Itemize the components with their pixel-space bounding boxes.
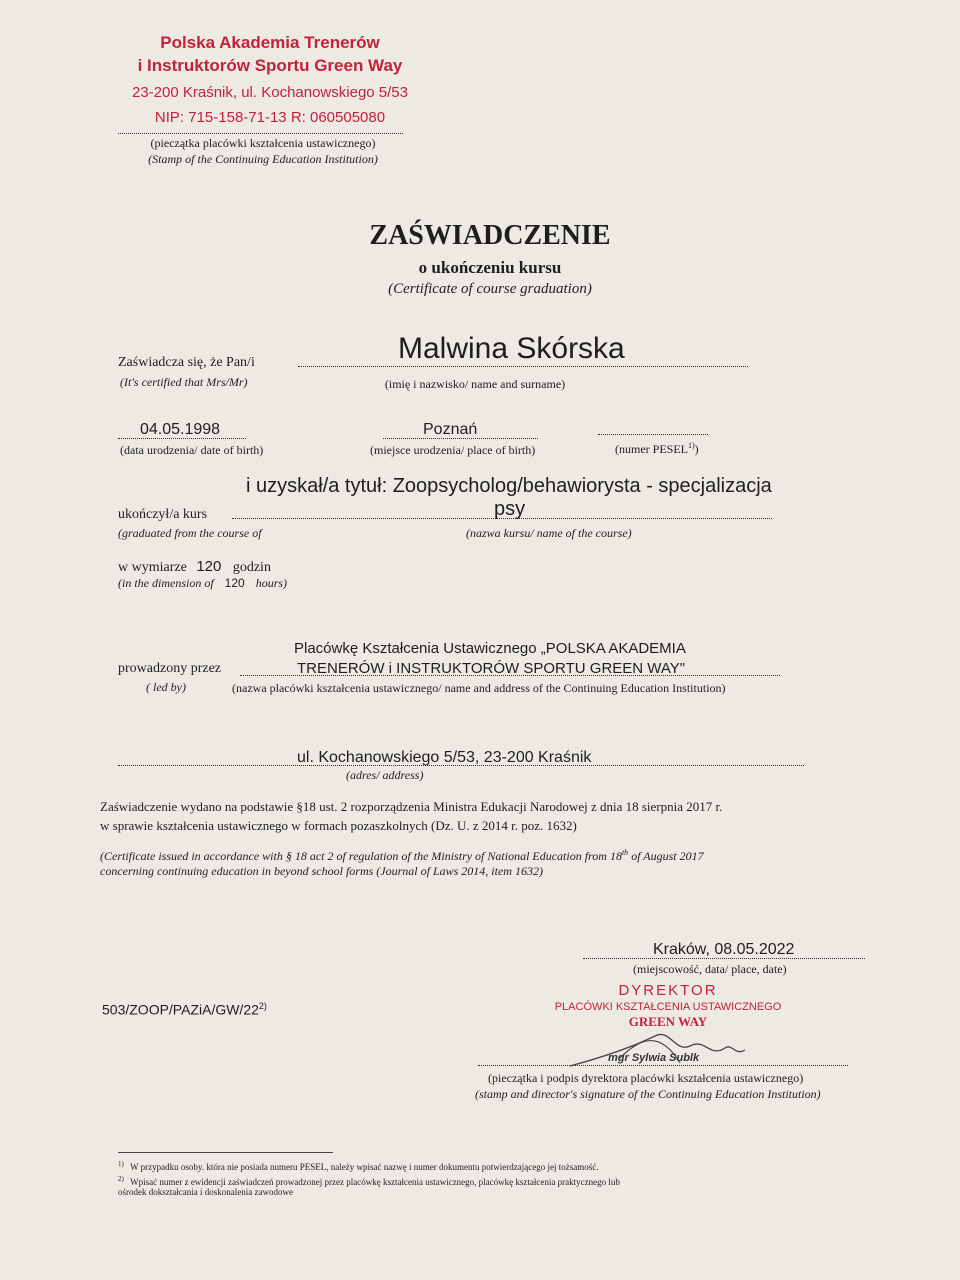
- person-label-en: (It's certified that Mrs/Mr): [120, 375, 248, 389]
- footnote-1: $^{1)}$ W przypadku osoby. która nie posiada numeru PESEL, należy wpisać nazwę i numer dokumentu potwierdzającego jej tożsamość.: [118, 1160, 599, 1172]
- institution-line2: TRENERÓW i INSTRUKTORÓW SPORTU GREEN WAY": [297, 660, 686, 677]
- place-date-value: Kraków, 08.05.2022: [653, 941, 795, 958]
- legal-en-line1: (Certificate issued in accordance with § 18 act 2 of regulation of the Ministry of National Education from 18th of August 2017: [100, 848, 704, 863]
- stamp-nip: NIP: 715-158-71-13 R: 060505080: [154, 109, 386, 126]
- stamp-caption-en: (Stamp of the Continuing Education Institution): [148, 152, 378, 166]
- legal-pl-line1: Zaświadczenie wydano na podstawie §18 ust. 2 rozporządzenia Ministra Edukacji Narodowej z dnia 18 sierpnia 2017 r.: [100, 799, 723, 814]
- stamp-caption-pl: (pieczątka placówki kształcenia ustawicznego): [150, 136, 376, 150]
- course-name-caption: (nazwa kursu/ name of the course): [466, 526, 632, 540]
- signature-dotted-line: [478, 1065, 848, 1066]
- name-dotted-line: [298, 366, 748, 367]
- institution-label-en: ( led by): [146, 680, 186, 694]
- footnote-2-cont: ośrodek dokształcania i doskonalenia zawodowe: [118, 1187, 293, 1197]
- director-name-stamp: mgr Sylwia Sublk: [608, 1052, 700, 1064]
- institution-line1: Placówkę Kształcenia Ustawicznego „POLSKA AKADEMIA: [294, 640, 686, 657]
- birth-date-caption: (data urodzenia/ date of birth): [120, 443, 264, 457]
- pesel-line: [598, 434, 708, 435]
- stamp-line2: i Instruktorów Sportu Green Way: [137, 56, 403, 75]
- director-stamp-line2: PLACÓWKI KSZTAŁCENIA USTAWICZNEGO: [554, 1001, 782, 1013]
- footnote-2: $^{2)}$ Wpisać numer z ewidencji zaświadczeń prowadzonej przez placówkę kształcenia ustawicznego, placówkę kształcenia praktycznego lub: [118, 1175, 620, 1187]
- name-caption: (imię i nazwisko/ name and surname): [384, 377, 566, 391]
- legal-pl-line2: w sprawie kształcenia ustawicznego w formach pozaszkolnych (Dz. U. z 2014 r. poz. 1632): [100, 818, 577, 833]
- hours-label: w wymiarze 120 godzin: [118, 558, 271, 575]
- certificate-subtitle: o ukończeniu kursu: [418, 258, 562, 277]
- hours-value: 120: [196, 558, 222, 575]
- course-label-en: (graduated from the course of: [118, 526, 262, 540]
- stamp-line1: Polska Akademia Trenerów: [160, 33, 380, 52]
- place-date-caption: (miejscowość, data/ place, date): [633, 962, 787, 976]
- signature-caption-pl: (pieczątka i podpis dyrektora placówki kształcenia ustawicznego): [488, 1071, 804, 1085]
- registration-number: 503/ZOOP/PAZiA/GW/22$^{2)}$: [102, 1001, 267, 1018]
- course-title-line: i uzyskał/a tytuł: Zoopsycholog/behawiorysta - specjalizacja: [246, 475, 772, 497]
- stamp-dotted-line: [118, 133, 403, 134]
- course-label: ukończył/a kurs: [118, 507, 208, 522]
- director-signature-graphic: [560, 1018, 760, 1078]
- birth-place: Poznań: [423, 421, 478, 438]
- course-name: psy: [494, 498, 526, 520]
- hours-label-en: (in the dimension of 120 hours): [118, 576, 288, 590]
- pesel-caption: (numer PESEL$^{1)}$): [615, 441, 699, 456]
- person-label: Zaświadcza się, że Pan/i: [118, 355, 255, 370]
- institution-stamp: [110, 32, 430, 130]
- signature-caption-en: (stamp and director's signature of the Continuing Education Institution): [475, 1087, 821, 1101]
- birth-place-caption: (miejsce urodzenia/ place of birth): [370, 443, 536, 457]
- birth-date: 04.05.1998: [140, 421, 221, 438]
- footnote-separator: [118, 1152, 333, 1153]
- certificate-title: ZAŚWIADCZENIE: [369, 220, 611, 251]
- certificate-subtitle-en: (Certificate of course graduation): [388, 281, 592, 297]
- institution-caption: (nazwa placówki kształcenia ustawicznego/ name and address of the Continuing Education Institution): [232, 681, 726, 695]
- address-value: ul. Kochanowskiego 5/53, 23-200 Kraśnik: [297, 749, 592, 766]
- legal-en-line2: concerning continuing education in beyond school forms (Journal of Laws 2014, item 1632): [100, 864, 543, 878]
- director-stamp-line1: DYREKTOR: [618, 982, 718, 999]
- director-stamp-line3: GREEN WAY: [628, 1014, 708, 1029]
- person-name: Malwina Skórska: [398, 332, 625, 365]
- institution-label: prowadzony przez: [118, 661, 222, 676]
- address-caption: (adres/ address): [346, 768, 424, 782]
- stamp-address: 23-200 Kraśnik, ul. Kochanowskiego 5/53: [131, 84, 408, 101]
